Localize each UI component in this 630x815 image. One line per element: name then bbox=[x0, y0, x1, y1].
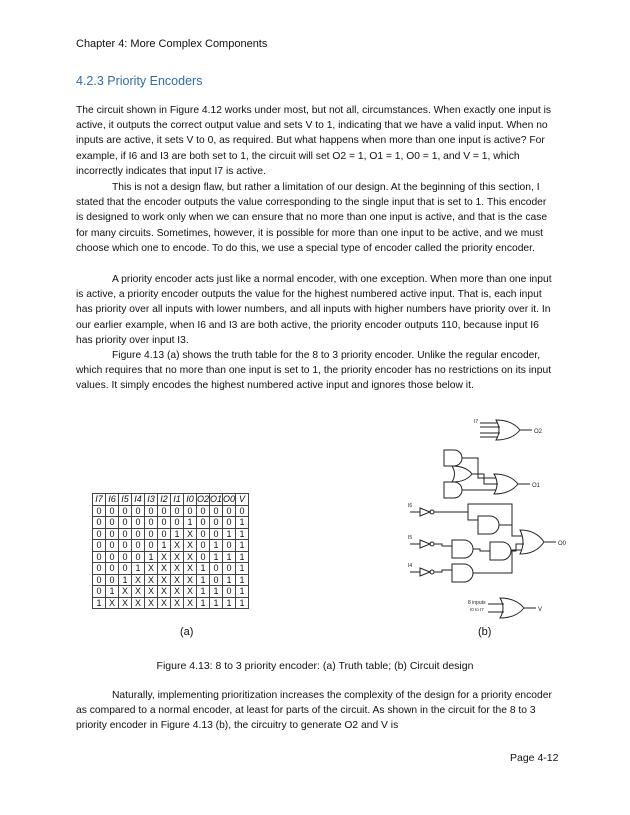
table-cell: 0 bbox=[93, 505, 106, 517]
header-cell: I6 bbox=[106, 494, 119, 506]
table-cell: 1 bbox=[197, 563, 210, 575]
table-cell: 0 bbox=[132, 517, 145, 529]
header-cell: I5 bbox=[119, 494, 132, 506]
table-row bbox=[93, 505, 249, 517]
label-v-inputs-range: I0 to I7 bbox=[470, 607, 484, 612]
table-cell: X bbox=[171, 551, 184, 563]
table-cell: X bbox=[145, 574, 158, 586]
table-cell: 0 bbox=[210, 574, 223, 586]
paragraph-1: The circuit shown in Figure 4.12 works under most, but not all, circumstances. When exactly one input is active, it outputs the correct output value and sets V to 1, indicating that we have a valid input. When no inputs are active, it sets V to 0, as required. But what happens when more than one input is active? For example, if I6 and I3 are both set to 1, the circuit will set O2 = 1, O1 = 1, O0 = 1, and V = 1, which incorrectly indicates that input I7 is active. bbox=[76, 105, 552, 177]
or-gate-o1a bbox=[452, 466, 472, 482]
table-cell: 0 bbox=[132, 528, 145, 540]
table-row bbox=[93, 517, 249, 529]
table-cell: 0 bbox=[93, 586, 106, 598]
table-cell: X bbox=[184, 528, 197, 540]
table-cell: 1 bbox=[210, 540, 223, 552]
table-cell: 1 bbox=[236, 563, 249, 575]
table-cell: 0 bbox=[93, 574, 106, 586]
header-cell: I7 bbox=[93, 494, 106, 506]
table-cell: X bbox=[171, 597, 184, 609]
header-cell: I0 bbox=[184, 494, 197, 506]
table-cell: 1 bbox=[119, 574, 132, 586]
table-cell: 0 bbox=[171, 505, 184, 517]
table-cell: 1 bbox=[93, 597, 106, 609]
table-cell: 0 bbox=[106, 551, 119, 563]
header-cell: O0 bbox=[223, 494, 236, 505]
table-cell: 1 bbox=[223, 528, 236, 540]
table-cell: 1 bbox=[223, 597, 236, 609]
table-cell: X bbox=[119, 597, 132, 609]
table-row bbox=[93, 540, 249, 552]
table-cell: 0 bbox=[106, 517, 119, 529]
table-row bbox=[93, 574, 249, 586]
header-cell: O2 bbox=[197, 494, 210, 505]
header-cell: I1 bbox=[171, 494, 184, 506]
table-cell: 0 bbox=[223, 540, 236, 552]
paragraph-2: This is not a design flaw, but rather a limitation of our design. At the beginning of this section, I stated that the encoder outputs the value corresponding to the single input that is set to 1. This encoder is designed to work only when we can ensure that no more than one input is active, and that is the case for many circuits. Sometimes, however, it is possible for more than one input to be active, and we must choose which one to encode. To do this, we use a special type of encoder called the priority encoder. bbox=[76, 182, 548, 254]
table-cell: 0 bbox=[119, 505, 132, 517]
table-cell: 0 bbox=[93, 528, 106, 540]
table-cell: 0 bbox=[132, 551, 145, 563]
table-cell: X bbox=[132, 574, 145, 586]
table-cell: X bbox=[145, 586, 158, 598]
table-cell: 0 bbox=[119, 540, 132, 552]
paragraph-3: A priority encoder acts just like a normal encoder, with one exception. When more than one input is active, a priority encoder outputs the value for the highest numbered active input. That is, each input has priority over all inputs with lower numbers, and all inputs with higher numbers have priority over it. In our earlier example, when I6 and I3 are both active, the priority encoder outputs 110, because input I6 has priority over input I3. bbox=[76, 274, 552, 346]
table-cell: X bbox=[145, 563, 158, 575]
paragraph-4: Figure 4.13 (a) shows the truth table for the 8 to 3 priority encoder. Unlike the regular encoder, which requires that no more than one input is set to 1, the priority encoder has no restrictions on its input values. It simply encodes the highest numbered active input and ignores those below it. bbox=[76, 350, 552, 392]
table-cell: 0 bbox=[132, 505, 145, 517]
table-cell: X bbox=[171, 586, 184, 598]
table-cell: 1 bbox=[236, 551, 249, 563]
table-cell: 0 bbox=[223, 563, 236, 575]
and-gate-o0d bbox=[490, 542, 511, 560]
table-cell: X bbox=[158, 551, 171, 563]
header-cell: I2 bbox=[158, 494, 171, 506]
table-cell: 0 bbox=[197, 505, 210, 517]
table-cell: 1 bbox=[236, 528, 249, 540]
table-cell: 1 bbox=[210, 551, 223, 563]
table-cell: 1 bbox=[223, 551, 236, 563]
label-i4: I4 bbox=[408, 563, 413, 569]
figure-caption: Figure 4.13: 8 to 3 priority encoder: (a) Truth table; (b) Circuit design bbox=[156, 660, 474, 672]
not-gate-3 bbox=[420, 568, 430, 576]
table-cell: 0 bbox=[158, 517, 171, 529]
circuit-diagram bbox=[408, 412, 588, 622]
table-cell: X bbox=[171, 574, 184, 586]
table-cell: 0 bbox=[223, 517, 236, 529]
table-cell: X bbox=[132, 586, 145, 598]
label-b: (b) bbox=[478, 626, 492, 638]
table-cell: 0 bbox=[145, 505, 158, 517]
table-cell: 0 bbox=[171, 517, 184, 529]
table-cell: 1 bbox=[210, 586, 223, 598]
table-cell: 0 bbox=[106, 574, 119, 586]
table-cell: X bbox=[132, 597, 145, 609]
table-cell: 0 bbox=[93, 551, 106, 563]
table-row bbox=[93, 563, 249, 575]
table-cell: X bbox=[171, 540, 184, 552]
table-cell: X bbox=[184, 563, 197, 575]
table-cell: 0 bbox=[158, 505, 171, 517]
table-cell: 0 bbox=[93, 517, 106, 529]
table-row bbox=[93, 586, 249, 598]
table-cell: 0 bbox=[210, 563, 223, 575]
label-i6: I6 bbox=[408, 503, 413, 509]
page-number: Page 4-12 bbox=[510, 752, 559, 764]
table-cell: 0 bbox=[145, 528, 158, 540]
table-cell: 0 bbox=[184, 505, 197, 517]
table-cell: 1 bbox=[236, 586, 249, 598]
table-row bbox=[93, 551, 249, 563]
table-cell: 1 bbox=[145, 551, 158, 563]
table-cell: 0 bbox=[145, 517, 158, 529]
label-v-inputs: 8 inputs bbox=[468, 600, 486, 606]
label-v: V bbox=[538, 607, 543, 613]
table-cell: 1 bbox=[236, 540, 249, 552]
table-cell: 1 bbox=[197, 586, 210, 598]
table-cell: 0 bbox=[132, 540, 145, 552]
table-cell: 0 bbox=[106, 505, 119, 517]
table-cell: 0 bbox=[119, 517, 132, 529]
paragraph-5: Naturally, implementing prioritization increases the complexity of the design for a priority encoder as compared to a normal encoder, at least for parts of the circuit. As shown in the circuit for the 8 to 3 priority encoder in Figure 4.13 (b), the circuitry to generate O2 and V is bbox=[76, 690, 552, 732]
header-cell: V bbox=[236, 494, 249, 506]
not-gate-1 bbox=[420, 508, 430, 516]
label-o2: O2 bbox=[534, 429, 543, 435]
table-cell: 1 bbox=[106, 586, 119, 598]
table-cell: 1 bbox=[132, 563, 145, 575]
chapter-header: Chapter 4: More Complex Components bbox=[76, 38, 268, 50]
and-gate-o1b bbox=[444, 482, 462, 498]
table-cell: 0 bbox=[210, 505, 223, 517]
header-cell: I4 bbox=[132, 494, 145, 506]
and-gate-o0c bbox=[452, 564, 473, 582]
table-cell: 0 bbox=[197, 551, 210, 563]
table-row bbox=[93, 528, 249, 540]
table-cell: 1 bbox=[184, 517, 197, 529]
table-cell: X bbox=[158, 563, 171, 575]
table-cell: 1 bbox=[236, 517, 249, 529]
table-cell: 0 bbox=[223, 586, 236, 598]
table-cell: 0 bbox=[158, 528, 171, 540]
table-cell: 0 bbox=[93, 563, 106, 575]
table-cell: 0 bbox=[197, 517, 210, 529]
table-cell: 0 bbox=[197, 528, 210, 540]
table-row bbox=[93, 597, 249, 609]
table-cell: 0 bbox=[119, 551, 132, 563]
table-cell: 1 bbox=[210, 597, 223, 609]
table-cell: X bbox=[184, 540, 197, 552]
table-cell: 1 bbox=[223, 574, 236, 586]
or-gate-o2 bbox=[496, 420, 520, 440]
label-i5: I5 bbox=[408, 535, 413, 541]
label-o0: O0 bbox=[558, 541, 567, 547]
label-i7: I7 bbox=[474, 419, 479, 425]
table-cell: X bbox=[158, 597, 171, 609]
table-cell: X bbox=[106, 597, 119, 609]
table-cell: 0 bbox=[93, 540, 106, 552]
table-cell: X bbox=[158, 586, 171, 598]
table-cell: X bbox=[119, 586, 132, 598]
table-cell: 0 bbox=[223, 505, 236, 517]
truth-table bbox=[92, 493, 249, 609]
label-a: (a) bbox=[180, 626, 194, 638]
table-cell: X bbox=[145, 597, 158, 609]
or-gate-v bbox=[500, 598, 524, 618]
table-cell: 0 bbox=[210, 528, 223, 540]
table-cell: 1 bbox=[236, 597, 249, 609]
and-gate-o0b bbox=[452, 540, 473, 558]
table-cell: 0 bbox=[119, 528, 132, 540]
table-cell: 0 bbox=[119, 563, 132, 575]
table-cell: X bbox=[171, 563, 184, 575]
table-cell: X bbox=[184, 597, 197, 609]
table-cell: X bbox=[184, 574, 197, 586]
and-gate-o0a bbox=[478, 516, 499, 534]
table-cell: 0 bbox=[145, 540, 158, 552]
header-cell: I3 bbox=[145, 494, 158, 506]
table-cell: 1 bbox=[197, 597, 210, 609]
header-cell: O1 bbox=[210, 494, 223, 505]
table-cell: X bbox=[184, 551, 197, 563]
table-cell: 0 bbox=[106, 528, 119, 540]
table-cell: 1 bbox=[236, 574, 249, 586]
or-gate-o0 bbox=[520, 530, 544, 554]
table-cell: 0 bbox=[236, 505, 249, 517]
table-header-row bbox=[93, 494, 249, 506]
table-cell: 1 bbox=[171, 528, 184, 540]
not-gate-2 bbox=[420, 540, 430, 548]
table-cell: 0 bbox=[210, 517, 223, 529]
section-title: 4.2.3 Priority Encoders bbox=[76, 74, 203, 88]
label-o1: O1 bbox=[532, 483, 541, 489]
table-cell: 0 bbox=[106, 540, 119, 552]
table-cell: 1 bbox=[197, 574, 210, 586]
and-gate-o1a bbox=[444, 450, 462, 466]
table-cell: 0 bbox=[106, 563, 119, 575]
table-cell: X bbox=[158, 574, 171, 586]
table-cell: 1 bbox=[158, 540, 171, 552]
table-cell: 0 bbox=[197, 540, 210, 552]
table-cell: X bbox=[184, 586, 197, 598]
